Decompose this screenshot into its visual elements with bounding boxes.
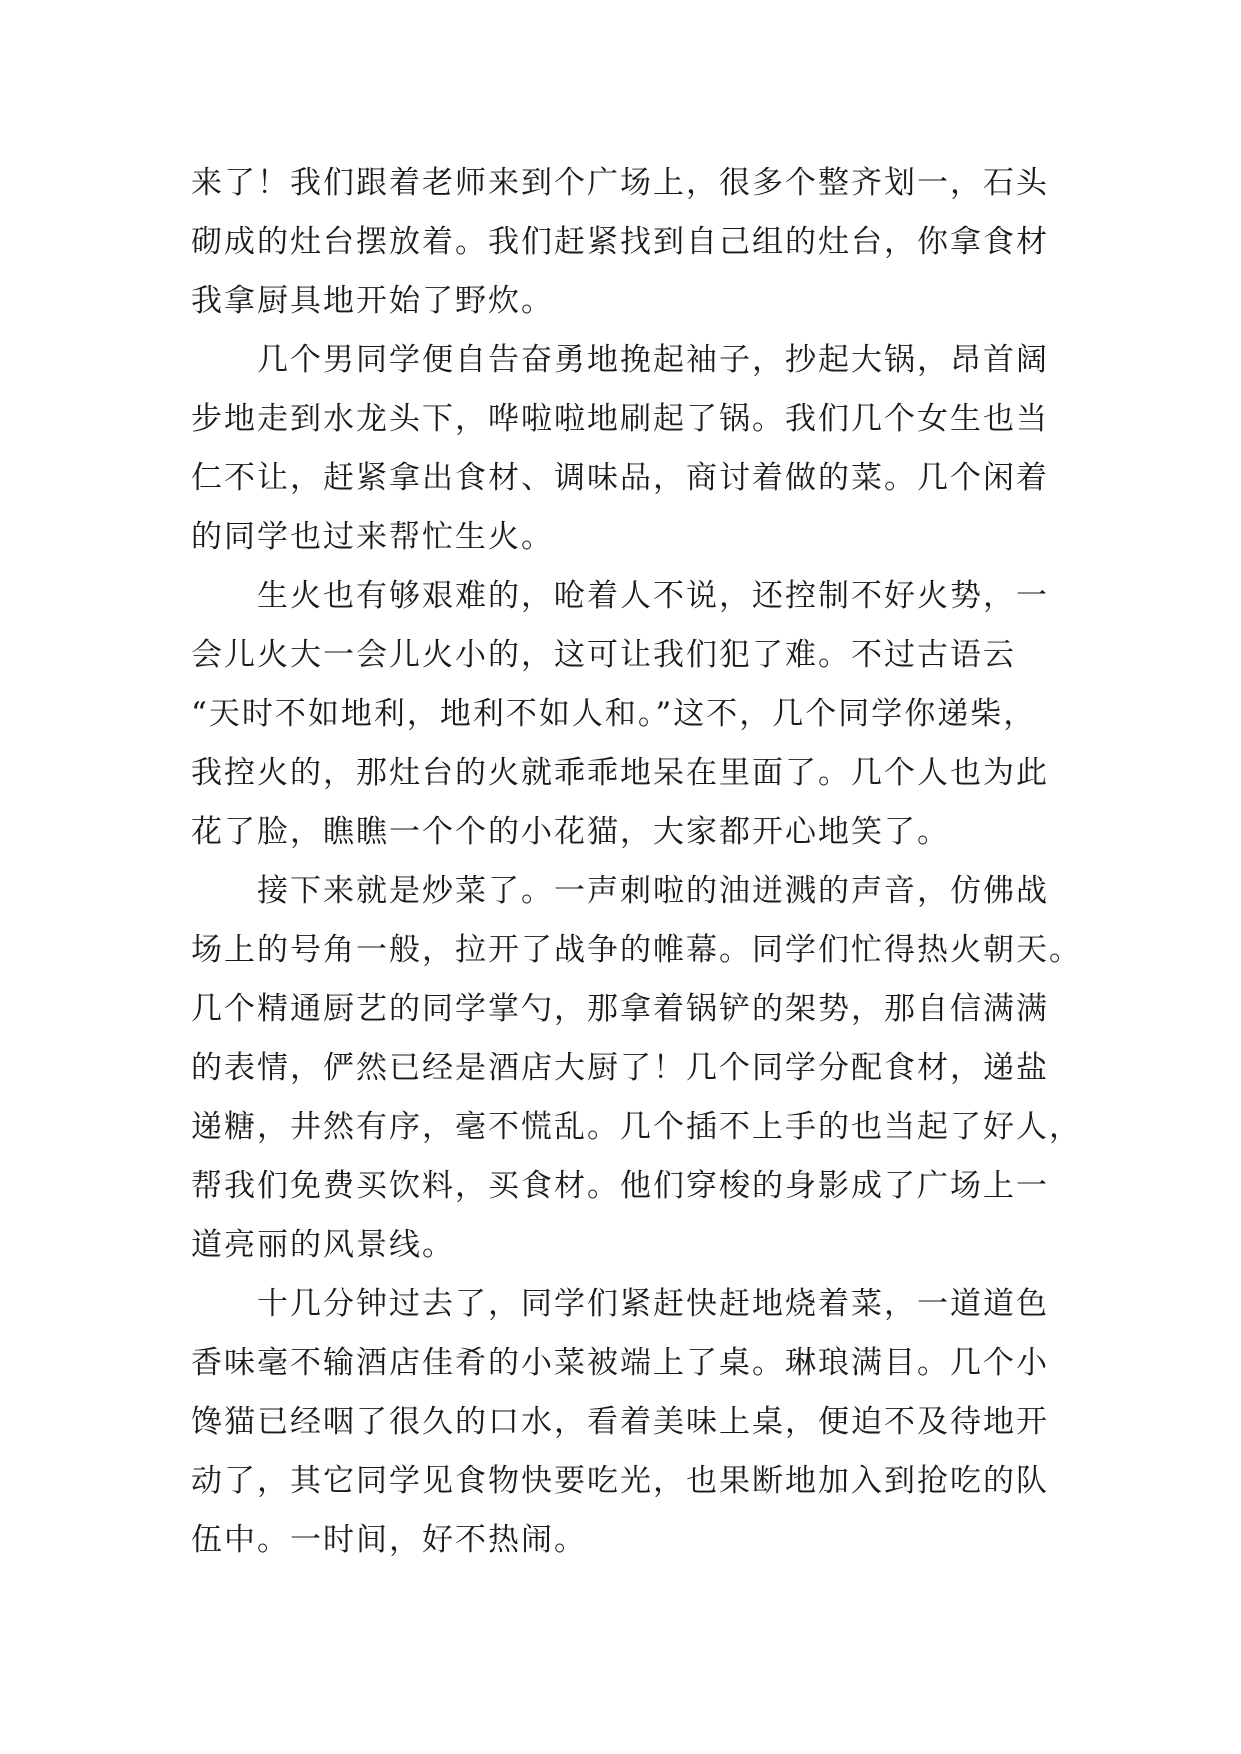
- text-line: 砌成的灶台摆放着。我们赶紧找到自己组的灶台，你拿食材: [191, 224, 1049, 260]
- text-line: 场上的号角一般，拉开了战争的帷幕。同学们忙得热火朝天。: [191, 932, 1082, 968]
- text-line: 馋猫已经咽了很久的口水，看着美味上桌，便迫不及待地开: [191, 1404, 1049, 1440]
- text-line: 花了脸，瞧瞧一个个的小花猫，大家都开心地笑了。: [191, 814, 950, 850]
- document-body: [191, 154, 1082, 1570]
- text-line: 仁不让，赶紧拿出食材、调味品，商讨着做的菜。几个闲着: [191, 460, 1049, 496]
- text-line: 会儿火大一会儿火小的，这可让我们犯了难。不过古语云: [191, 637, 1016, 673]
- text-line: 香味毫不输酒店佳肴的小菜被端上了桌。琳琅满目。几个小: [191, 1345, 1049, 1381]
- text-line: 的表情，俨然已经是酒店大厨了！几个同学分配食材，递盐: [191, 1050, 1049, 1086]
- paragraph-first-line: 生火也有够艰难的，呛着人不说，还控制不好火势，一: [257, 578, 1049, 614]
- text-line: 几个精通厨艺的同学掌勺，那拿着锅铲的架势，那自信满满: [191, 991, 1049, 1027]
- text-line: “天时不如地利，地利不如人和。”这不，几个同学你递柴，: [191, 696, 1037, 732]
- text-line: 动了，其它同学见食物快要吃光，也果断地加入到抢吃的队: [191, 1463, 1049, 1499]
- text-line: 帮我们免费买饮料，买食材。他们穿梭的身影成了广场上一: [191, 1168, 1049, 1204]
- paragraph-first-line: 几个男同学便自告奋勇地挽起袖子，抄起大锅，昂首阔: [257, 342, 1049, 378]
- text-line: 我控火的，那灶台的火就乖乖地呆在里面了。几个人也为此: [191, 755, 1049, 791]
- text-line: 来了！我们跟着老师来到个广场上，很多个整齐划一，石头: [191, 165, 1049, 201]
- text-line: 我拿厨具地开始了野炊。: [191, 283, 554, 319]
- text-line: 步地走到水龙头下，哗啦啦地刷起了锅。我们几个女生也当: [191, 401, 1049, 437]
- text-line: 伍中。一时间，好不热闹。: [191, 1522, 587, 1558]
- text-line: 的同学也过来帮忙生火。: [191, 519, 554, 555]
- paragraph-first-line: 十几分钟过去了，同学们紧赶快赶地烧着菜，一道道色: [257, 1286, 1049, 1322]
- text-line: 递糖，井然有序，毫不慌乱。几个插不上手的也当起了好人，: [191, 1109, 1082, 1145]
- paragraph-first-line: 接下来就是炒菜了。一声刺啦的油迸溅的声音，仿佛战: [257, 873, 1049, 909]
- text-line: 道亮丽的风景线。: [191, 1227, 455, 1263]
